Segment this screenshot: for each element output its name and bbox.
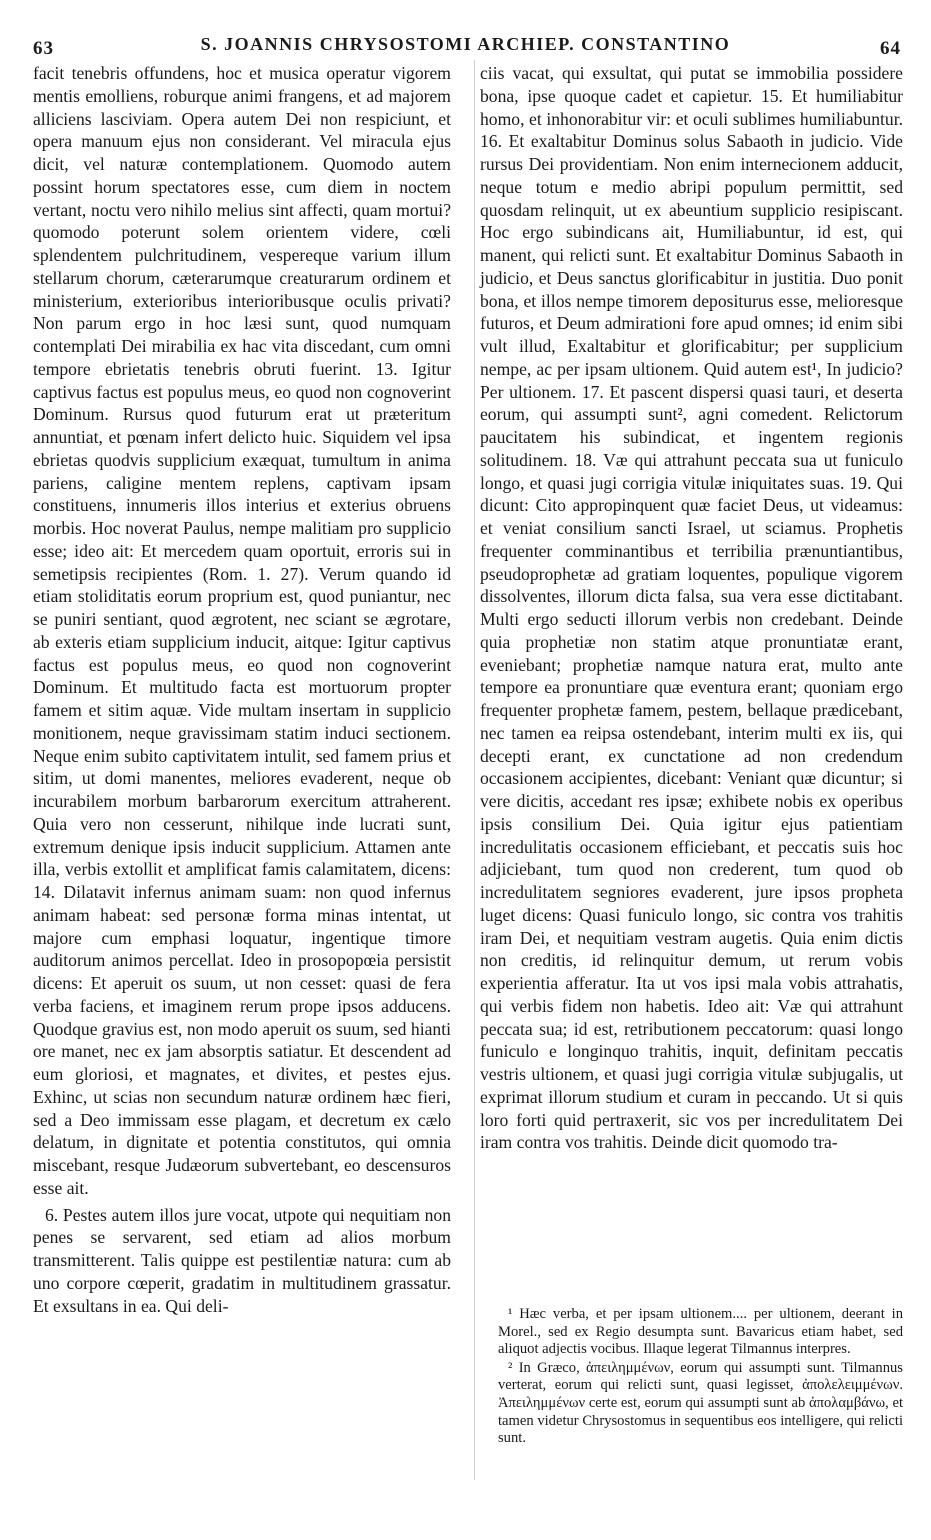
column-divider [474, 60, 475, 1480]
footnote-2: ² In Græco, ἀπειλημμένων, eorum qui assumpti sunt. Tilmannus verterat, eorum qui relicti sunt, quasi legisset, ἀπολελειμμένων. Ἀπειλημμένων certe est, eorum qui assumpti sunt ab ἀπολαμβάνω, et tamen videtur Chrysostomus in sequentibus eos intelligere, qui relicti sunt. [498, 1359, 903, 1447]
page-header [30, 10, 901, 59]
footnotes [498, 1306, 903, 1449]
left-paragraph-2: 6. Pestes autem illos jure vocat, utpote qui nequitiam non penes se servarent, sed etiam ad alios morbum transmitterent. Talis quippe est pestilentiæ natura: cum ab uno corpore cœperit, gradatim in multitudinem grassatur. Et exsultans in ea. Qui deli- [33, 1204, 451, 1316]
page-number-right: 64 [880, 38, 901, 59]
page-number-left: 63 [33, 38, 54, 59]
right-paragraph-1: ciis vacat, qui exsultat, qui putat se immobilia possidere bona, ipse quoque cadet et capietur. 15. Et humiliabitur homo, et inhonorabitur vir: et oculi sublimes humiliabuntur. 16. Et exaltabitur Dominus solus Sabaoth in judicio. Vide rursus Dei providentiam. Non enim internecionem adducit, neque totum e medio abripi populum permittit, sed quosdam relinquit, ut ex abeuntium supplicio resipiscant. Hoc ergo subindicans ait, Humiliabuntur, id est, qui manent, qui relicti sunt. Et exaltabitur Dominus Sabaoth in judicio, et Deus sanctus glorificabitur in justitia. Duo ponit bona, et illos nempe timorem depositurus esse, melioresque futuros, et Deum admirationi fore apud omnes; id enim sibi vult illud, Exaltabitur et glorificabitur; per supplicium nempe, ac per ipsam ultionem. Quid autem est¹, In judicio? Per ultionem. 17. Et pascent dispersi quasi tauri, et deserta eorum, qui assumpti sunt², agni comedent. Relictorum paucitatem his subindicat, et ingentem regionis solitudinem. 18. Væ qui attrahunt peccata sua ut funiculo longo, et quasi jugi corrigia vitulæ iniquitates suas. 19. Qui dicunt: Cito appropinquent quæ faciet Deus, ut videamus: et veniat consilium sancti Israel, ut sciamus. Prophetis frequenter comminantibus et terribilia prænuntiantibus, pseudoprophetæ ad gratiam loquentes, populique vigorem dissolventes, illorum dicta falsa, sua vera esse dictitabant. Multi ergo seducti illorum verbis non credebant. Deinde quia prophetiæ non statim atque pronuntiatæ erant, eveniebant; prophetiæ namque natura erat, multo ante tempore ea pronuntiare quæ eventura erant; quoniam ergo frequenter prophetæ famem, pestem, bellaque prædicebant, nec tamen ea reipsa ostendebant, interim multi ex iis, qui decepti erant, ex cunctatione ad non credendum occasionem accipientes, dicebant: Veniant quæ dicuntur; si vere dicitis, accedant res ipsæ; exhibete nobis ex operibus ipsis consilium Dei. Quia igitur ejus patientiam incredulitatis occasionem efficiebant, et peccatis suis hoc adjiciebant, tum quod non crederent, tum quod ob incredulitatem segniores evaderent, jure ipsos propheta luget dicens: Quasi funiculo longo, sic contra vos trahitis iram Dei, et nequitiam vestram augetis. Quia enim dictis non creditis, id relinquitur demum, ut rerum vobis experientia afferatur. Ita ut vos ipsi mala vobis attrahatis, qui verbis fidem non habetis. Ideo ait: Væ qui attrahunt peccata sua; id est, retributionem peccatorum: quasi longo funiculo e longinquo trahitis, inquit, definitam peccatis vestris ultionem, et quasi jugi corrigia vitulæ subjugalis, ut exprimat illorum studium et curam in peccando. Ut si quis loro forti quid pertraxerit, sic vos per incredulitatem Dei iram contra vos trahitis. Deinde dicit quomodo tra- [480, 63, 903, 1153]
footnote-1: ¹ Hæc verba, et per ipsam ultionem.... per ultionem, deerant in Morel., sed ex Regio desumpta sunt. Bavaricus etiam habet, sed aliquot adjectis vocibus. Illaque legerat Tilmannus interpres. [498, 1306, 903, 1358]
left-column [33, 62, 451, 1317]
left-paragraph-1: facit tenebris offundens, hoc et musica operatur vigorem mentis emolliens, roburque animi frangens, et ad majorem alliciens lasciviam. Opera autem Dei non respiciunt, et opera manuum ejus non considerant. Vel miracula ejus dicit, vel naturæ contemplationem. Quomodo autem possint horum spectatores esse, cum diem in noctem vertant, noctu vero nihilo melius sint affecti, quam mortui? quomodo poterunt solem orientem videre, cœli splendentem pulchritudinem, vespereque varium illum stellarum chorum, cæterarumque creaturarum ordinem et ministerium, exterioribus interioribusque oculis privati? Non parum ergo in hoc læsi sunt, quod numquam contemplati Dei mirabilia ex hac vita discedant, cum omni tempore ebrietatis tenebris obruti fuerint. 13. Igitur captivus factus est populus meus, eo quod non cognoverint Dominum. Rursus quod futurum erat ut præteritum annuntiat, et pœnam infert delicto huic. Siquidem vel ipsa ebrietas quodvis supplicium exæquat, tumultum in anima pariens, caligine mentem replens, captivam ipsam constituens, innumeris illos interius et exterius obruens morbis. Hoc noverat Paulus, nempe malitiam pro supplicio esse; ideo ait: Et mercedem quam oportuit, erroris sui in semetipsis recipientes (Rom. 1. 27). Verum quando id etiam stoliditatis eorum proprium est, quod puniantur, nec se puniri sentiant, quod ægrotent, nec sciant se ægrotare, ab exteris etiam supplicium inducit, aitque: Igitur captivus factus est populus meus, eo quod non cognoverint Dominum. Et multitudo facta est mortuorum propter famem et sitim aquæ. Vide multam insertam in supplicio monitionem, neque gravissimam statim induci sectionem. Neque enim subito captivitatem intulit, sed famem prius et sitim, ut domi manentes, meliores evaderent, neque ob incurabilem morbum barbarorum exercitum attraherent. Quia vero non cesserunt, nihilque inde lucrati sunt, extremum denique ipsis inducit supplicium. Attamen ante illa, verbis extollit et amplificat famis calamitatem, dicens: 14. Dilatavit infernus animam suam: non quod infernus animam habeat: sed personæ forma minas intentat, ut majore cum emphasi loquatur, ingentique timore auditorum animos percellat. Ideo in prosopopœia persistit dicens: Et aperuit os suum, ut non cesset: quasi de fera verba faciens, et imaginem rerum prope ipsos adducens. Quodque gravius est, non modo aperuit os suum, sed hianti ore manet, nec ex jam absorptis satiatur. Et descendent ad eum gloriosi, et magnates, et divites, et pestes ejus. Exhinc, ut scias non secundum naturæ ordinem hæc fieri, sed a Deo immissam esse plagam, et decretum ex cælo delatum, in dignitate et potentia constitutos, qui omnia miscebant, resque Judæorum subvertebant, eo descensuros esse ait. [33, 63, 451, 1198]
running-title: S. JOANNIS CHRYSOSTOMI ARCHIEP. CONSTANTINO [200, 34, 731, 54]
right-column [480, 62, 903, 1154]
